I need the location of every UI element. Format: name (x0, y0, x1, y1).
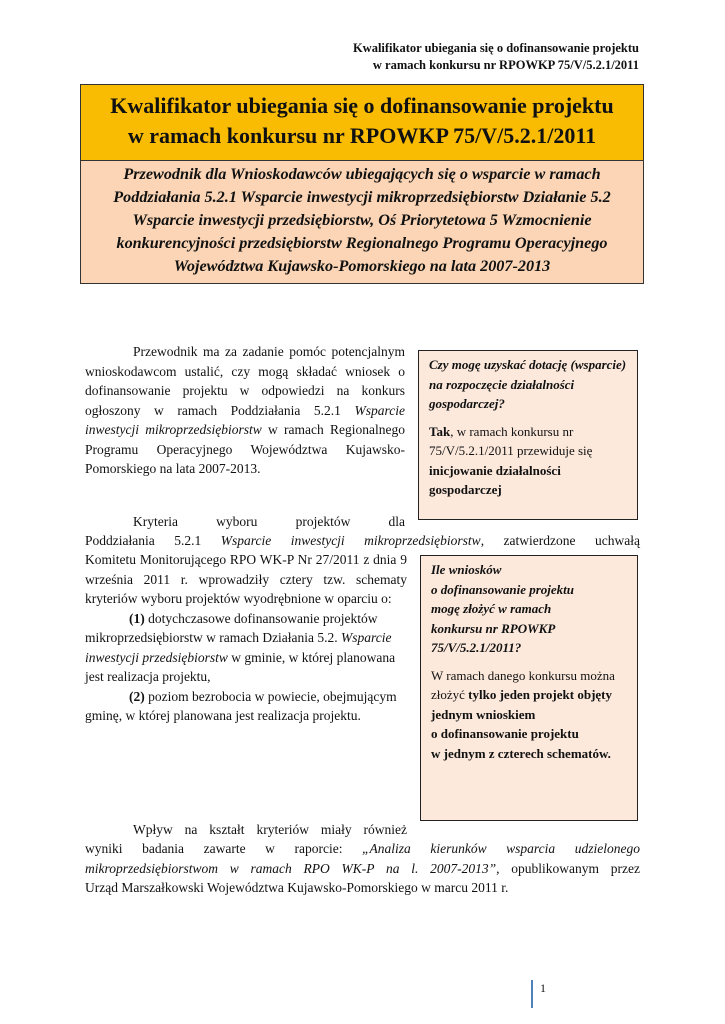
sidebox2-answer-bold3: w jednym z czterech schematów. (431, 745, 611, 761)
criteria-line2-italic: Wsparcie inwestycji mikroprzedsiębiorstw (220, 533, 481, 548)
criteria-line2-wrap (85, 531, 640, 551)
sidebox-startup-question (418, 350, 638, 520)
running-header-line2: w ramach konkursu nr RPOWKP 75/V/5.2.1/2011 (372, 58, 639, 72)
item1-number: (1) (129, 610, 145, 626)
intro-text-2: w ramach Regionalnego Programu Operacyjnego Województwa Kujawsko-Pomorskiego na lata 2007-2013. (85, 422, 406, 476)
impact-line3 (85, 859, 640, 879)
criteria-item-1 (85, 609, 407, 687)
criteria-item-2 (85, 687, 407, 726)
sidebox1-answer-bold2: inicjowanie działalności gospodarczej (429, 462, 561, 497)
sidebox2-q-l2: o dofinansowanie projektu (431, 581, 575, 597)
impact-line2 (85, 839, 640, 859)
sidebox2-question (431, 560, 627, 658)
sidebox2-q-l4: konkursu nr RPOWKP (431, 620, 556, 636)
sidebox2-q-l1: Ile wniosków (431, 562, 502, 577)
criteria-line1-wrap (85, 512, 405, 532)
sidebox2-answer-text: W ramach danego konkursu można złożyć (431, 667, 615, 702)
sidebox1-answer-bold: Tak (429, 423, 451, 439)
sidebox-applications-question (420, 555, 638, 821)
criteria-continued (85, 550, 407, 726)
criteria-line2-b: , zatwierdzone uchwałą (480, 533, 640, 548)
item1-text-a: dotychczasowe dofinansowanie projektów mikroprzedsiębiorstw w ramach Działania 5.2. (85, 610, 378, 645)
sidebox2-answer-bold2: o dofinansowanie projektu (431, 726, 579, 741)
item1-italic: Wsparcie inwestycji przedsiębiorstw (85, 630, 392, 665)
page-number: 1 (531, 980, 546, 1008)
page-title (81, 85, 643, 161)
impact-line4: Urząd Marszałkowski Województwa Kujawsko-Pomorskiego w marcu 2011 r. (85, 880, 509, 895)
running-header-line1: Kwalifikator ubiegania się o dofinansowanie projektu (352, 41, 639, 55)
intro-italic: Wsparcie inwestycji mikroprzedsiębiorstw (85, 402, 405, 437)
intro-paragraph (85, 342, 405, 479)
running-header (353, 40, 639, 74)
page-subtitle: Przewodnik dla Wnioskodawców ubiegających się o wsparcie w ramach Poddziałania 5.2.1 Wsparcie inwestycji mikroprzedsiębiorstw Działanie 5.2 Wsparcie inwestycji przedsiębiorstw, Oś Priorytetowa 5 Wzmocnienie konkurencyjności przedsiębiorstw Regionalnego Programu Operacyjnego Województwa Kujawsko-Pomorskiego na lata 2007-2013 (81, 161, 643, 283)
item1-text-b: w gminie, w której planowana jest realizacja projektu, (85, 649, 396, 684)
sidebox2-answer (431, 666, 627, 764)
criteria-line2-a: Poddziałania 5.2.1 (85, 533, 221, 548)
title-box (80, 84, 644, 284)
title-line1: Kwalifikator ubiegania się o dofinansowanie projektu (110, 93, 614, 118)
sidebox1-answer (429, 422, 627, 500)
criteria-line1: Kryteria wyboru projektów dla (133, 514, 405, 529)
impact-line3-italic: mikroprzedsiębiorstwom w ramach RPO WK-P na l. 2007-2013” (85, 860, 497, 876)
sidebox2-answer-bold: tylko jeden projekt objęty jednym wnioskiem (431, 687, 613, 722)
intro-text-1: Przewodnik ma za zadanie pomóc potencjalnym wnioskodawcom ustalić, czy mogą składać wniosek o dofinansowanie projektu w odpowiedzi na konkurs ogłoszony w ramach Poddziałania 5.2.1 (85, 344, 405, 418)
criteria-line2 (85, 531, 640, 551)
impact-line3-b: , opublikowanym przez (496, 860, 641, 876)
sidebox1-answer-text: , w ramach konkursu nr 75/V/5.2.1/2011 przewiduje się (429, 423, 593, 458)
item2-text: poziom bezrobocia w powiecie, obejmującym gminę, w której planowana jest realizacja projektu. (85, 688, 397, 723)
sidebox2-q-l3: mogę złożyć w ramach (431, 601, 552, 616)
impact-line1: Wpływ na kształt kryteriów miały również (133, 822, 407, 837)
impact-rest (85, 839, 640, 898)
sidebox1-inner (425, 351, 631, 504)
impact-line2-a: wyniki badania zawarte w raporcie: (85, 841, 363, 856)
impact-line2-italic: „Analiza kierunków wsparcia udzielonego (362, 841, 640, 856)
title-line2: w ramach konkursu nr RPOWKP 75/V/5.2.1/2011 (127, 123, 597, 148)
impact-line1-wrap (85, 820, 407, 840)
item2-number: (2) (129, 688, 145, 704)
criteria-rest: Komitetu Monitorującego RPO WK-P Nr 27/2011 z dnia 9 września 2011 r. wprowadziły cztery tzw. schematy kryteriów wyboru projektów wyodrębnione w oparciu o: (85, 552, 407, 606)
sidebox1-question: Czy mogę uzyskać dotację (wsparcie) na rozpoczęcie działalności gospodarczej? (429, 357, 627, 411)
sidebox2-q-l5: 75/V/5.2.1/2011? (431, 640, 522, 655)
